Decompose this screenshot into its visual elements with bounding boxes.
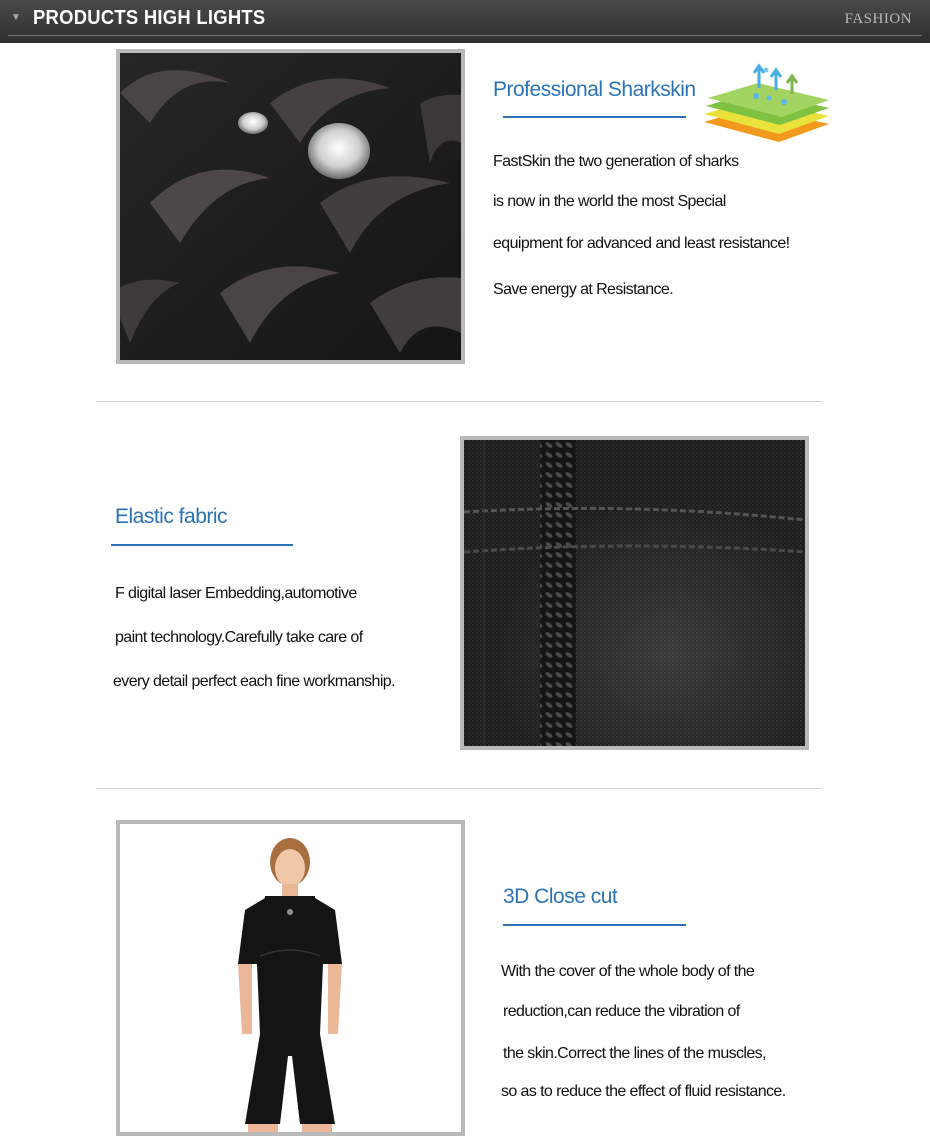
section-1-underline — [503, 116, 686, 118]
section-2-line-3: every detail perfect each fine workmanship. — [113, 673, 395, 690]
section-2-line-1: F digital laser Embedding,automotive — [115, 585, 357, 602]
swimsuit-model-photo — [116, 820, 465, 1136]
section-3-line-2: reduction,can reduce the vibration of — [503, 1003, 740, 1020]
header-divider — [8, 35, 922, 36]
section-1-line-2: is now in the world the most Special — [493, 193, 726, 210]
sharkskin-fabric-photo — [116, 49, 465, 364]
header-tag: FASHION — [844, 11, 912, 27]
section-divider — [96, 788, 822, 789]
section-3-underline — [503, 924, 686, 926]
section-2-line-2: paint technology.Carefully take care of — [115, 629, 363, 646]
section-1-line-1: FastSkin the two generation of sharks — [493, 153, 739, 170]
section-3-line-4: so as to reduce the effect of fluid resistance. — [501, 1083, 786, 1100]
section-divider — [96, 401, 822, 402]
section-2-heading: Elastic fabric — [115, 505, 228, 528]
section-1-line-4: Save energy at Resistance. — [493, 281, 674, 298]
triangle-down-icon: ▼ — [11, 12, 21, 23]
elastic-fabric-photo — [460, 436, 809, 750]
fabric-layers-icon — [694, 62, 836, 154]
header-title: PRODUCTS HIGH LIGHTS — [33, 7, 266, 29]
section-3-line-1: With the cover of the whole body of the — [501, 963, 755, 980]
section-2-underline — [111, 544, 293, 546]
section-1-heading: Professional Sharkskin — [493, 78, 696, 101]
header-bar — [0, 0, 930, 43]
section-3-heading: 3D Close cut — [503, 885, 618, 908]
section-1-line-3: equipment for advanced and least resistance! — [493, 235, 790, 252]
section-3-line-3: the skin.Correct the lines of the muscles, — [503, 1045, 766, 1062]
